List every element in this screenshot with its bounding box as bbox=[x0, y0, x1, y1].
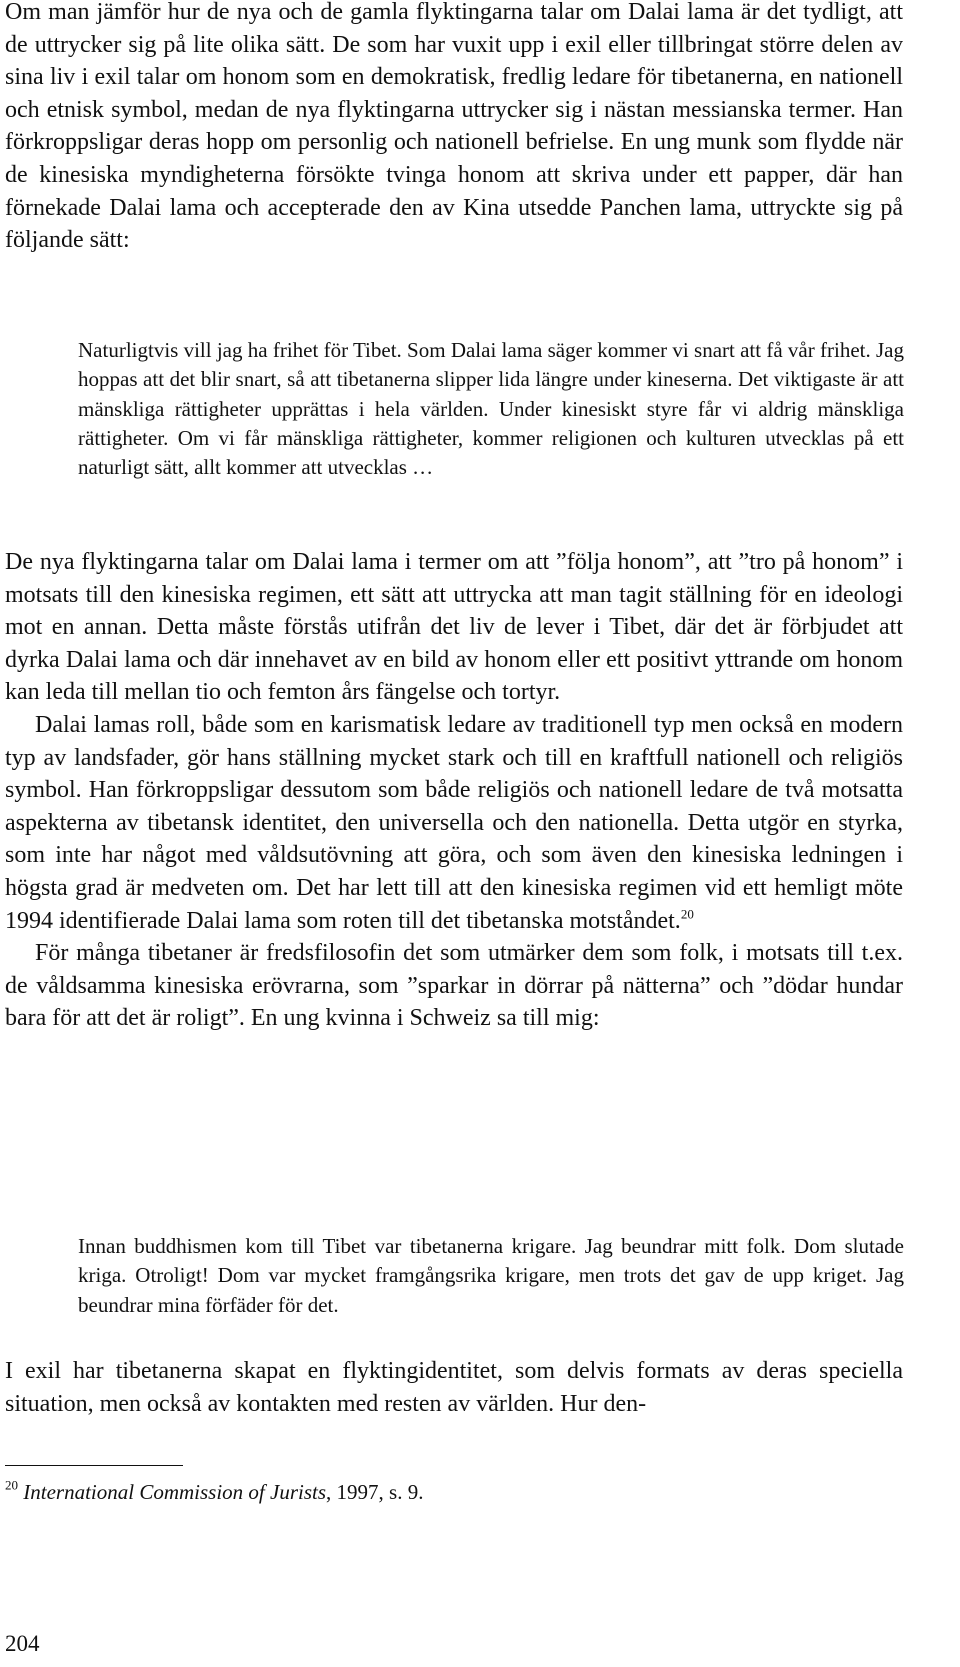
paragraph-with-footnote bbox=[5, 709, 903, 937]
paragraph: I exil har tibetanerna skapat en flyktingidentitet, som delvis formats av deras speciella situation, men också av kontakten med resten av världen. Hur den- bbox=[5, 1358, 903, 1417]
block-quote bbox=[78, 336, 904, 482]
body-section-3 bbox=[5, 1355, 903, 1420]
footnote-number: 20 bbox=[5, 1477, 18, 1493]
block-quote bbox=[78, 1232, 904, 1320]
footnote-divider bbox=[5, 1465, 183, 1466]
quote-text: Innan buddhismen kom till Tibet var tibetanerna krigare. Jag beundrar mitt folk. Dom slutade kriga. Otroligt! Dom var mycket framgångsrika krigare, men trots det gav de upp kriget. Jag beundrar mina förfäder för det. bbox=[78, 1234, 904, 1317]
paragraph: Om man jämför hur de nya och de gamla flyktingarna talar om Dalai lama är det tydligt, att de uttrycker sig på lite olika sätt. De som har vuxit upp i exil eller tillbringat större delen av sina liv i exil talar om honom som en demokratisk, fredlig ledare för tibetanerna, en nationell och etnisk symbol, medan de nya flyktingarna uttrycker sig i nästan messianska termer. Han förkroppsligar deras hopp om personlig och nationell befrielse. En ung munk som flydde när de kinesiska myndigheterna försökte tvinga honom att skriva under ett papper, där han förnekade Dalai lama och accepterade den av Kina utsedde Panchen lama, uttryckte sig på följande sätt: bbox=[5, 0, 903, 254]
footnote-citation: , 1997, s. 9. bbox=[326, 1480, 424, 1504]
paragraph: För många tibetaner är fredsfilosofin det som utmärker dem som folk, i motsats till t.ex. de våldsamma kinesiska erövrarna, som ”sparkar in dörrar på nätterna” och ”dödar hundar bara för att det är roligt”. En ung kvinna i Schweiz sa till mig: bbox=[5, 940, 903, 1032]
footnote-reference[interactable]: 20 bbox=[680, 905, 694, 921]
quote-text: Naturligtvis vill jag ha frihet för Tibet. Som Dalai lama säger kommer vi snart att få vår frihet. Jag hoppas att det blir snart, så att tibetanerna slipper lida längre under kineserna. Det viktigaste är att mänskliga rättigheter upprättas i hela världen. Under kinesiskt styre får vi aldrig mänskliga rättigheter. Om vi får mänskliga rättigheter, kommer religionen och kulturen utvecklas på ett naturligt sätt, allt kommer att utvecklas … bbox=[78, 338, 904, 480]
footnote bbox=[5, 1478, 423, 1506]
body-section-1 bbox=[5, 0, 903, 257]
footnote-source-title: International Commission of Jurists bbox=[23, 1480, 327, 1504]
paragraph-text: Dalai lamas roll, både som en karismatisk ledare av traditionell typ men också en modern typ av landsfader, gör hans ställning mycket stark och till en kraftfull nationell och religiös symbol. Han förkroppsligar dessutom som både religiös och nationell ledare de två motsatta aspekterna av tibetansk identitet, den universella och den nationella. Detta utgör en styrka, som inte har något med våldsutövning att göra, och som även den kinesiska ledningen i högsta grad är medveten om. Det har lett till att den kinesiska regimen vid ett hemligt möte 1994 identifierade Dalai lama som roten till det tibetanska motståndet. bbox=[5, 711, 903, 934]
body-section-2 bbox=[5, 546, 903, 1035]
paragraph: De nya flyktingarna talar om Dalai lama i termer om att ”följa honom”, att ”tro på honom” i motsats till den kinesiska regimen, ett sätt att uttrycka att man tagit ställning för en ideologi mot en annan. Detta måste förstås utifrån det liv de lever i Tibet, där det är förbjudet att dyrka Dalai lama och där innehavet av en bild av honom eller ett positivt yttrande om honom kan leda till mellan tio och femton års fängelse och tortyr. bbox=[5, 549, 903, 706]
page-number: 204 bbox=[5, 1631, 40, 1656]
